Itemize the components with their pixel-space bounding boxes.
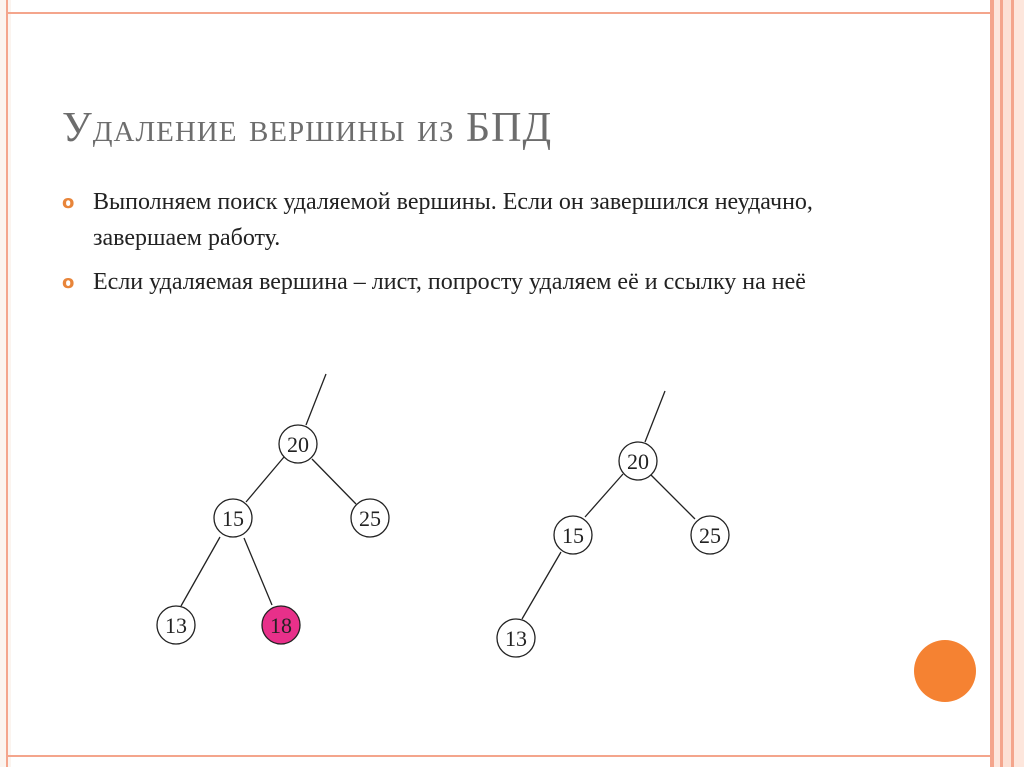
node-label: 20 — [287, 432, 309, 457]
slide-title: Удаление вершины из БПД — [62, 105, 553, 151]
accent-circle — [914, 640, 976, 702]
tree-edge — [306, 374, 326, 425]
tree-after-deletion — [497, 391, 729, 657]
tree-edge — [181, 537, 220, 606]
tree-edge — [246, 457, 284, 502]
tree-edge — [312, 459, 356, 504]
node-label: 25 — [359, 506, 381, 531]
bullet-marker-icon: o — [62, 192, 75, 213]
node-label: 13 — [505, 626, 527, 651]
tree-edge — [645, 391, 665, 442]
node-label: 15 — [222, 506, 244, 531]
bullet-marker-icon: o — [62, 272, 75, 293]
node-label: 15 — [562, 523, 584, 548]
node-label: 20 — [627, 449, 649, 474]
bullet-text: Выполняем поиск удаляемой вершины. Если он завершился неудачно, завершаем работу. — [93, 189, 813, 251]
tree-before-deletion — [157, 374, 389, 644]
tree-edge — [522, 552, 561, 619]
tree-edge — [651, 475, 695, 519]
node-label: 13 — [165, 613, 187, 638]
tree-edge — [244, 538, 272, 605]
node-label: 25 — [699, 523, 721, 548]
node-label: 18 — [270, 613, 292, 638]
bullet-text: Если удаляемая вершина – лист, попросту удаляем её и ссылку на неё — [93, 269, 806, 295]
tree-edge — [585, 474, 623, 517]
